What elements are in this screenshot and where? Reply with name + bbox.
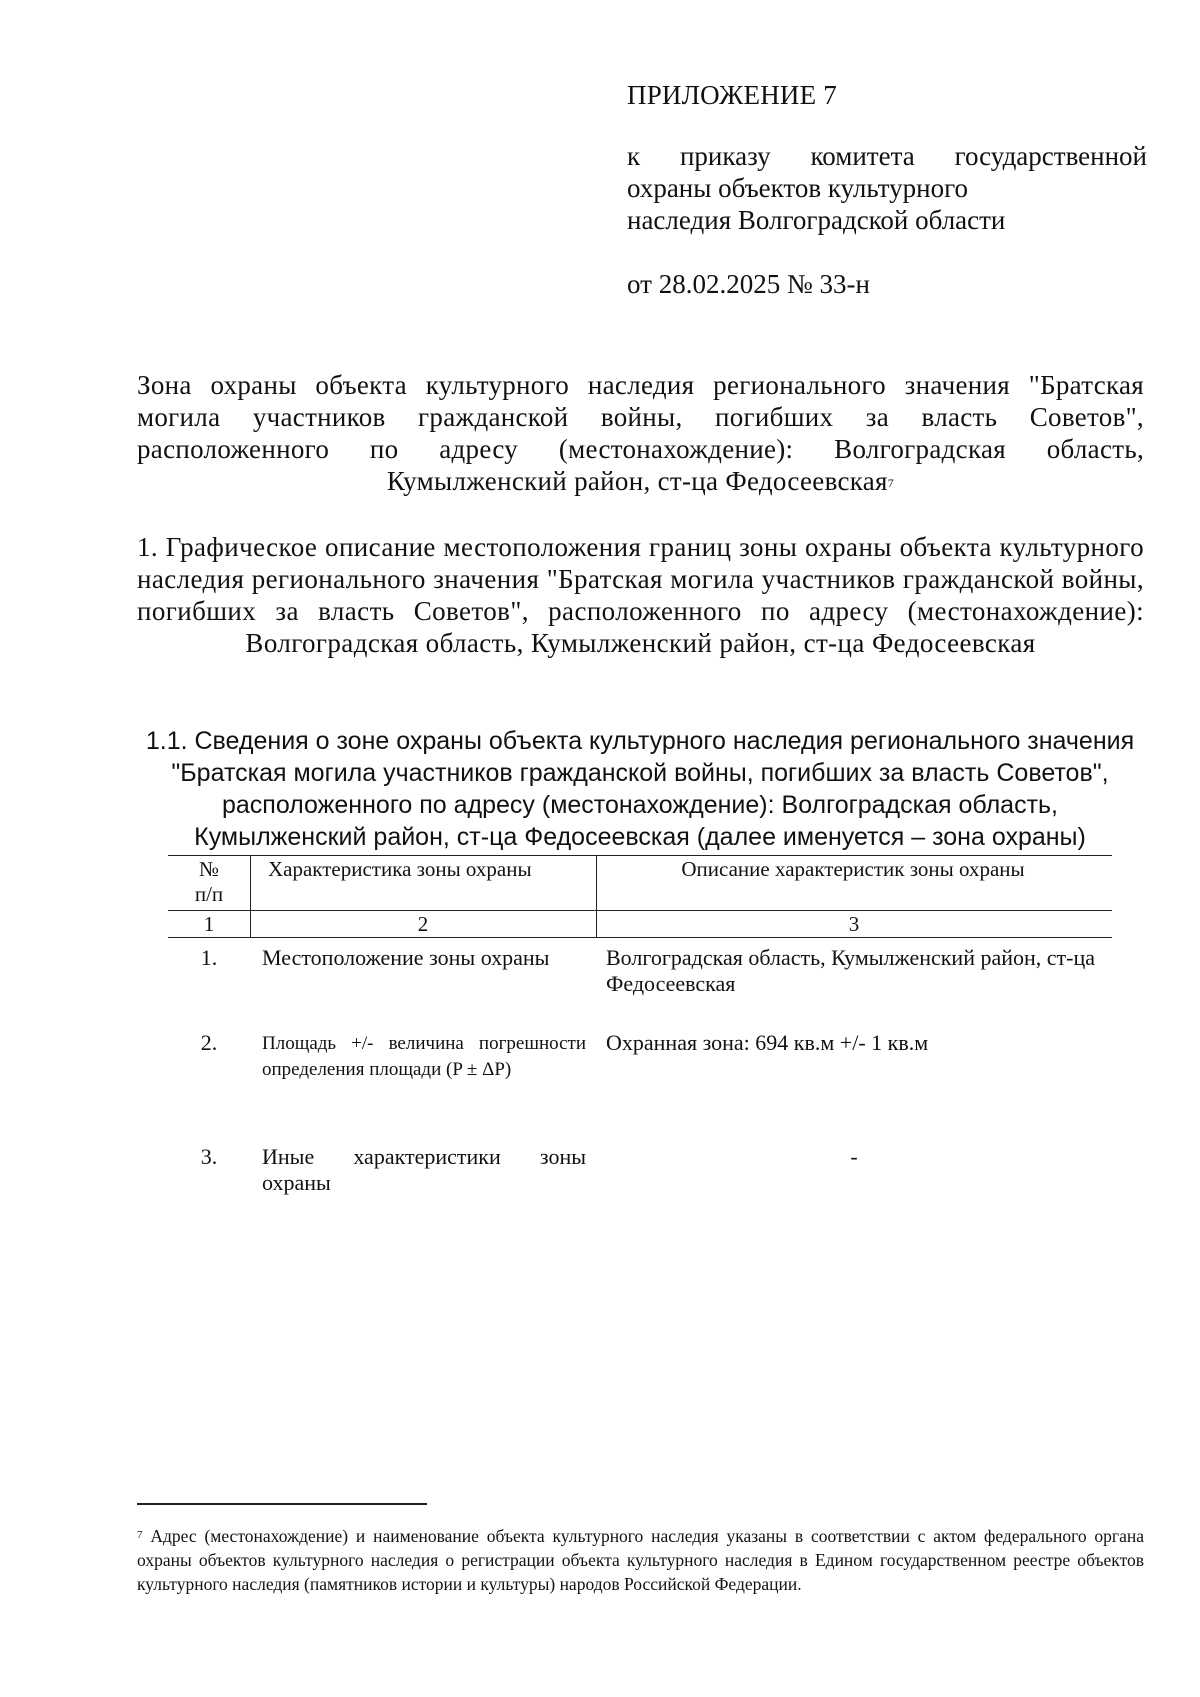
order-reference-line-3: наследия Волгоградской области xyxy=(627,205,1006,235)
zone-title-text: Зона охраны объекта культурного наследия регионального значения "Братская могила участников гражданской войны, погибших за власть Советов", расположенного по адресу (местонахождение): Волгоградская область, Кумылженский район, ст-ца Федосеевская xyxy=(137,370,1144,496)
order-reference-line-1: к приказу комитета государственной xyxy=(627,141,1147,171)
column-number-3: 3 xyxy=(848,912,860,936)
row-2-number: 2. xyxy=(200,1030,218,1055)
row-2-description: Охранная зона: 694 кв.м +/- 1 кв.м xyxy=(606,1030,929,1055)
header-number: № п/п xyxy=(194,857,224,906)
section-1-heading: 1. Графическое описание местоположения границ зоны охраны объекта культурного наследия регионального значения "Братская могила участников гражданской войны, погибших за власть Советов", расположенного по адресу (местонахождение): Волгоградская область, Кумылженский район, ст-ца Федосеевская xyxy=(137,532,1144,658)
order-date: от 28.02.2025 № 33-н xyxy=(627,269,870,299)
subsection-1-1-heading: 1.1. Сведения о зоне охраны объекта культурного наследия регионального значения "Братская могила участников гражданской войны, погибших за власть Советов", расположенного по адресу (местонахождение): Волгоградская область, Кумылженский район, ст-ца Федосеевская (далее именуется – зона охраны) xyxy=(145,727,1135,851)
order-reference-line-2: охраны объектов культурного xyxy=(627,173,968,203)
footnote-mark: 7 xyxy=(137,1529,143,1541)
zone-title xyxy=(137,369,1144,497)
table-numbering-rule xyxy=(168,937,1112,938)
row-3-number: 3. xyxy=(200,1144,218,1169)
footnote-text: Адрес (местонахождение) и наименование объекта культурного наследия указаны в соответствии с актом федерального органа охраны объектов культурного наследия о регистрации объекта культурного наследия в Едином государственном реестре объектов культурного наследия (памятников истории и культуры) народов Российской Федерации. xyxy=(137,1526,1144,1594)
footnote-reference[interactable]: 7 xyxy=(887,476,895,490)
row-2-characteristic: Площадь +/- величина погрешности определения площади (P ± ΔP) xyxy=(262,1033,586,1080)
appendix-order-reference xyxy=(627,140,1147,236)
header-characteristic: Характеристика зоны охраны xyxy=(268,857,532,881)
row-1-number: 1. xyxy=(200,945,218,970)
row-3-characteristic: Иные характеристики зоны охраны xyxy=(262,1144,586,1195)
column-number-1: 1 xyxy=(203,912,215,936)
header-description: Описание характеристик зоны охраны xyxy=(681,857,1025,881)
footnote xyxy=(137,1524,1144,1596)
table-top-rule xyxy=(168,855,1112,856)
row-3-description: - xyxy=(850,1144,858,1169)
row-1-characteristic: Местоположение зоны охраны xyxy=(262,945,550,970)
row-1-description: Волгоградская область, Кумылженский район, ст-ца Федосеевская xyxy=(606,945,1096,996)
column-number-2: 2 xyxy=(417,912,429,936)
appendix-title: ПРИЛОЖЕНИЕ 7 xyxy=(627,80,837,110)
table-header-rule xyxy=(168,910,1112,911)
footnote-separator xyxy=(137,1503,427,1505)
